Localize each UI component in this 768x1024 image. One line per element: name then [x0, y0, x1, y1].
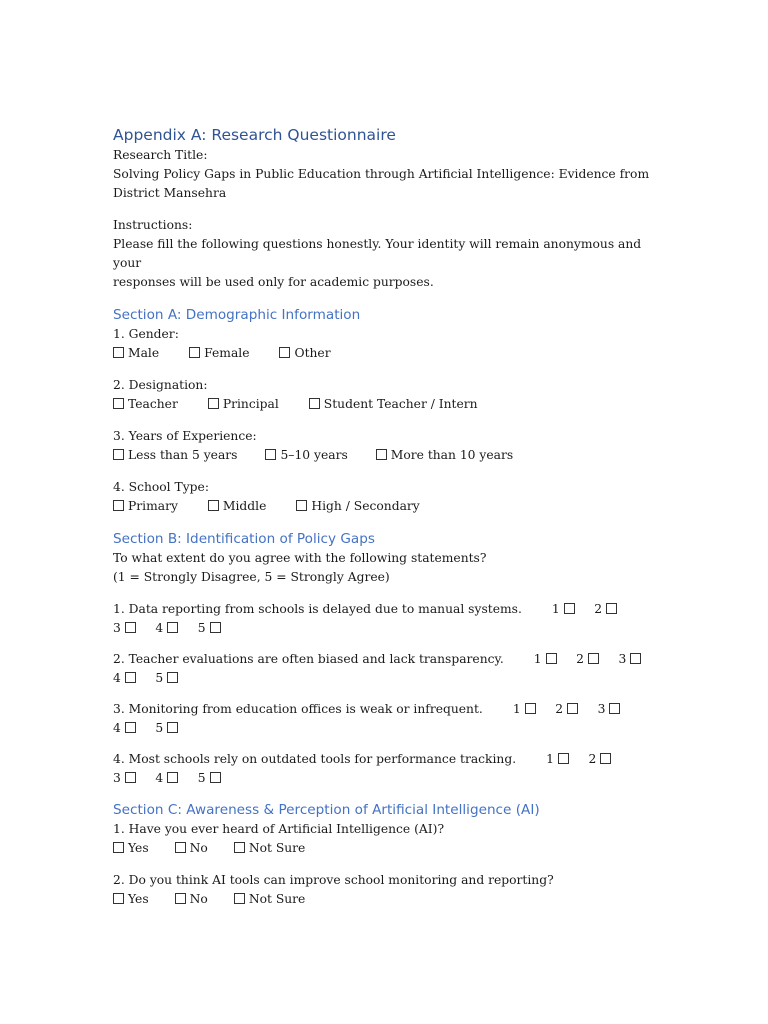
question-gender: 1. Gender:	[113, 327, 179, 341]
designation-options	[113, 395, 658, 414]
section-c-heading: Section C: Awareness & Perception of Artificial Intelligence (AI)	[113, 802, 540, 818]
section-b-heading: Section B: Identification of Policy Gaps	[113, 531, 375, 547]
scale-3[interactable]: 3	[619, 652, 646, 666]
page-title: Appendix A: Research Questionnaire	[113, 126, 396, 144]
likert-statement-1	[113, 600, 658, 637]
checkbox[interactable]	[113, 500, 124, 511]
scale-1[interactable]: 1	[546, 752, 573, 766]
option-no[interactable]: No	[175, 890, 208, 909]
instructions-label: Instructions:	[113, 218, 193, 232]
checkbox[interactable]	[125, 772, 136, 783]
scale-2[interactable]: 2	[576, 652, 603, 666]
checkbox[interactable]	[279, 347, 290, 358]
checkbox[interactable]	[606, 603, 617, 614]
instructions-line-1: Please fill the following questions honestly. Your identity will remain anonymous and your	[113, 237, 642, 270]
section-a-heading: Section A: Demographic Information	[113, 307, 361, 323]
scale-5[interactable]: 5	[155, 671, 182, 685]
statement-text: 3. Monitoring from education offices is weak or infrequent.	[113, 702, 483, 716]
option-principal[interactable]: Principal	[208, 395, 279, 414]
gender-options	[113, 344, 658, 363]
checkbox[interactable]	[234, 893, 245, 904]
questionnaire-content	[113, 124, 658, 909]
checkbox[interactable]	[175, 842, 186, 853]
scale-4[interactable]: 4	[155, 771, 182, 785]
option-not-sure[interactable]: Not Sure	[234, 890, 306, 909]
checkbox[interactable]	[210, 622, 221, 633]
checkbox[interactable]	[609, 703, 620, 714]
question-school-type: 4. School Type:	[113, 480, 209, 494]
checkbox[interactable]	[175, 893, 186, 904]
option-5-10[interactable]: 5–10 years	[265, 446, 347, 465]
option-less-than-5[interactable]: Less than 5 years	[113, 446, 237, 465]
scale-4[interactable]: 4	[155, 621, 182, 635]
research-title-line-1: Solving Policy Gaps in Public Education through Artificial Intelligence: Evidence from	[113, 167, 650, 181]
checkbox[interactable]	[167, 672, 178, 683]
checkbox[interactable]	[167, 722, 178, 733]
scale-2[interactable]: 2	[589, 752, 616, 766]
checkbox[interactable]	[113, 347, 124, 358]
question-designation: 2. Designation:	[113, 378, 208, 392]
checkbox[interactable]	[296, 500, 307, 511]
checkbox[interactable]	[210, 772, 221, 783]
scale-3[interactable]: 3	[113, 771, 140, 785]
scale-1[interactable]: 1	[513, 702, 540, 716]
checkbox[interactable]	[600, 753, 611, 764]
checkbox[interactable]	[189, 347, 200, 358]
ai-improve-options	[113, 890, 658, 909]
likert-statement-4	[113, 750, 658, 787]
scale-2[interactable]: 2	[555, 702, 582, 716]
scale-1[interactable]: 1	[534, 652, 561, 666]
checkbox[interactable]	[376, 449, 387, 460]
scale-1[interactable]: 1	[552, 602, 579, 616]
statement-text: 4. Most schools rely on outdated tools for performance tracking.	[113, 752, 517, 766]
research-title-label: Research Title:	[113, 148, 208, 162]
checkbox[interactable]	[588, 653, 599, 664]
scale-3[interactable]: 3	[598, 702, 625, 716]
checkbox[interactable]	[113, 449, 124, 460]
scale-4[interactable]: 4	[113, 671, 140, 685]
checkbox[interactable]	[125, 622, 136, 633]
school-type-options	[113, 497, 658, 516]
scale-5[interactable]: 5	[198, 771, 225, 785]
instructions-line-2: responses will be used only for academic purposes.	[113, 275, 434, 289]
statement-text: 1. Data reporting from schools is delayed due to manual systems.	[113, 602, 522, 616]
option-primary[interactable]: Primary	[113, 497, 178, 516]
option-middle[interactable]: Middle	[208, 497, 266, 516]
option-high-secondary[interactable]: High / Secondary	[296, 497, 419, 516]
question-experience: 3. Years of Experience:	[113, 429, 257, 443]
option-teacher[interactable]: Teacher	[113, 395, 178, 414]
checkbox[interactable]	[113, 842, 124, 853]
checkbox[interactable]	[558, 753, 569, 764]
scale-explanation: (1 = Strongly Disagree, 5 = Strongly Agree)	[113, 570, 390, 584]
checkbox[interactable]	[208, 398, 219, 409]
checkbox[interactable]	[113, 398, 124, 409]
checkbox[interactable]	[125, 722, 136, 733]
question-heard-of-ai: 1. Have you ever heard of Artificial Intelligence (AI)?	[113, 822, 445, 836]
checkbox[interactable]	[630, 653, 641, 664]
scale-3[interactable]: 3	[113, 621, 140, 635]
option-more-than-10[interactable]: More than 10 years	[376, 446, 513, 465]
checkbox[interactable]	[113, 893, 124, 904]
heard-of-ai-options	[113, 839, 658, 858]
question-ai-improve: 2. Do you think AI tools can improve school monitoring and reporting?	[113, 873, 554, 887]
option-student-teacher[interactable]: Student Teacher / Intern	[309, 395, 478, 414]
option-male[interactable]: Male	[113, 344, 159, 363]
checkbox[interactable]	[125, 672, 136, 683]
checkbox[interactable]	[564, 603, 575, 614]
scale-2[interactable]: 2	[594, 602, 621, 616]
checkbox[interactable]	[546, 653, 557, 664]
checkbox[interactable]	[525, 703, 536, 714]
section-b-intro: To what extent do you agree with the following statements?	[113, 551, 487, 565]
option-female[interactable]: Female	[189, 344, 249, 363]
option-yes[interactable]: Yes	[113, 890, 149, 909]
checkbox[interactable]	[208, 500, 219, 511]
likert-statement-2	[113, 650, 658, 687]
checkbox[interactable]	[167, 622, 178, 633]
option-no[interactable]: No	[175, 839, 208, 858]
checkbox[interactable]	[265, 449, 276, 460]
scale-5[interactable]: 5	[198, 621, 225, 635]
scale-5[interactable]: 5	[155, 721, 182, 735]
likert-statement-3	[113, 700, 658, 737]
scale-4[interactable]: 4	[113, 721, 140, 735]
option-not-sure[interactable]: Not Sure	[234, 839, 306, 858]
research-title-line-2: District Mansehra	[113, 186, 227, 200]
checkbox[interactable]	[567, 703, 578, 714]
option-yes[interactable]: Yes	[113, 839, 149, 858]
experience-options	[113, 446, 658, 465]
statement-text: 2. Teacher evaluations are often biased and lack transparency.	[113, 652, 504, 666]
option-other[interactable]: Other	[279, 344, 330, 363]
checkbox[interactable]	[309, 398, 320, 409]
checkbox[interactable]	[234, 842, 245, 853]
checkbox[interactable]	[167, 772, 178, 783]
